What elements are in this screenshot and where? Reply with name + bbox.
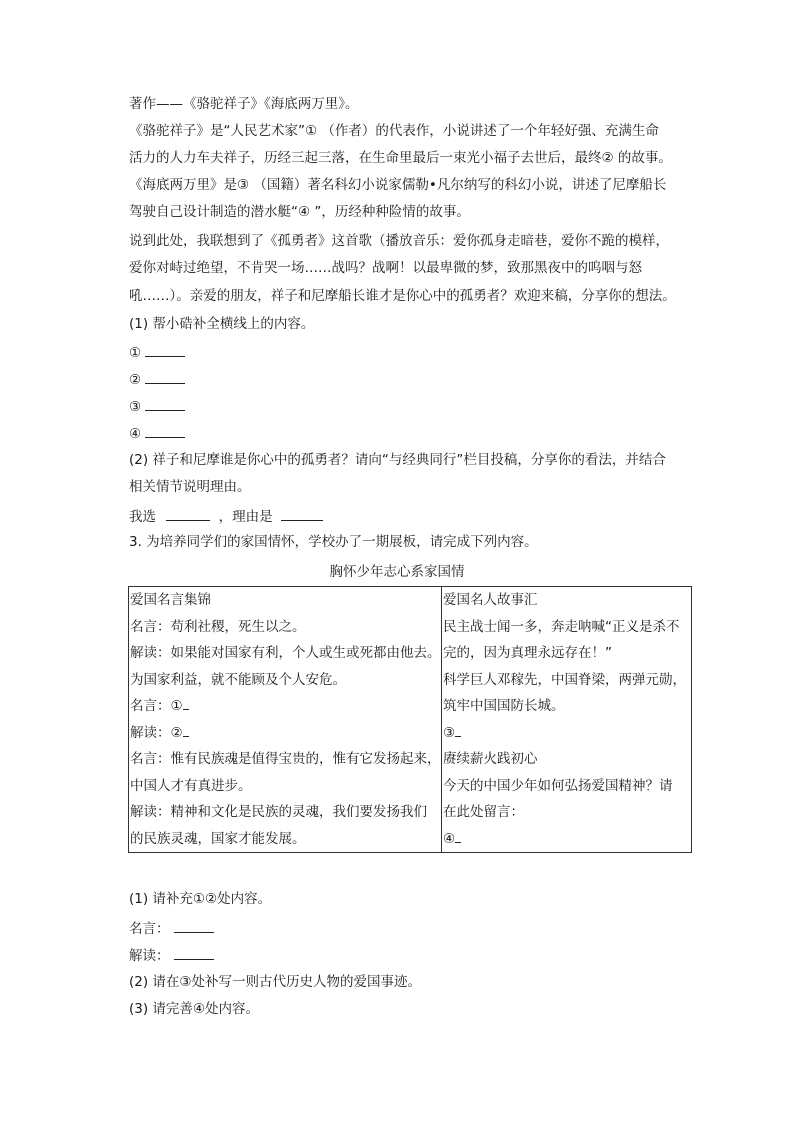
message-prompt-a: 今天的中国少年如何弘扬爱国精神？请: [443, 777, 673, 794]
reason-blank[interactable]: [281, 506, 323, 521]
quote-blank-row: 名言：①: [129, 693, 441, 720]
intro-line-4: 《海底两万里》是③ （国籍）著名科幻小说家儒勒•凡尔纳写的科幻小说，讲述了尼摩船长: [129, 177, 667, 193]
intro-line-3: 活力的人力车夫祥子，历经三起三落，在生命里最后一束光小福子去世后，最终② 的故事。: [129, 150, 672, 166]
q1-answer-4: [129, 423, 185, 443]
intro-line-8: 吼……）。亲爱的朋友，祥子和尼摩船长谁才是你心中的孤勇者？欢迎来稿，分享你的想法。: [129, 288, 676, 304]
q2-prompt-b: 相关情节说明理由。: [129, 479, 251, 495]
choice-blank[interactable]: [166, 506, 210, 521]
interpretation-2-a: 解读：精神和文化是民族的灵魂，我们要发扬我们: [130, 804, 427, 820]
story-2-a: 科学巨人邓稼先，中国脊梁，两弹元勋，: [443, 671, 686, 688]
sub-question-1: (1) 请补充①②处内容。: [129, 891, 272, 907]
motto-label: 名言：: [129, 921, 170, 937]
q1-marker-3: ③: [129, 399, 142, 415]
q1-answer-3: [129, 396, 185, 416]
motto-blank[interactable]: [174, 918, 214, 933]
intro-line-5: 驾驶自己设计制造的潜水艇“④ ”，历经种种险情的故事。: [129, 204, 470, 220]
interpretation-blank-row: 解读：②: [129, 720, 441, 747]
interpretation-label: 解读：: [129, 948, 170, 964]
message-prompt-b: 在此处留言：: [443, 804, 524, 820]
stories-heading: 爱国名人故事汇: [443, 592, 538, 608]
story-1-b: 完的，因为真理永远存在！”: [443, 645, 612, 661]
exhibition-board-table: [128, 586, 692, 853]
q1-prompt: (1) 帮小硞补全横线上的内容。: [129, 316, 315, 332]
sub-question-2: (2) 请在③处补写一则古代历史人物的爱国事迹。: [129, 974, 422, 990]
patriotic-stories-column: [442, 587, 692, 853]
question-3-intro: 3. 为培养同学们的家国情怀，学校办了一期展板，请完成下列内容。: [129, 534, 538, 550]
interpretation-blank[interactable]: [174, 945, 214, 960]
intro-line-2: 《骆驼祥子》是“人民艺术家”① （作者）的代表作，小说讲述了一个年轻好强、充满生命: [129, 123, 659, 139]
interpretation-2-b: 的民族灵魂，国家才能发展。: [130, 830, 306, 847]
story-2-b: 筑牢中国国防长城。: [443, 698, 565, 714]
answer-blank[interactable]: [145, 423, 185, 438]
intro-line-6: 说到此处，我联想到了《孤勇者》这首歌（播放音乐：爱你孤身走暗巷，爱你不跪的模样，: [129, 233, 669, 249]
q1-answer-2: [129, 369, 185, 389]
sub-question-3: (3) 请完善④处内容。: [129, 1001, 260, 1017]
interpretation-1-b: 为国家利益，就不能顾及个人安危。: [130, 671, 346, 688]
q2-answer-line: [129, 506, 323, 526]
answer-blank[interactable]: [455, 830, 461, 843]
message-blank-row: ④: [442, 826, 691, 853]
q1-answer-1: [129, 342, 185, 362]
q1-marker-4: ④: [129, 426, 142, 442]
choose-label: 我选: [129, 509, 156, 525]
motto-answer-line: [129, 918, 214, 938]
intro-line-1: 著作——《骆驼祥子》《海底两万里》。: [129, 96, 359, 112]
quote-1: 名言：苟利社稷，死生以之。: [130, 618, 306, 635]
answer-blank[interactable]: [183, 697, 189, 710]
q1-marker-2: ②: [129, 372, 142, 388]
answer-blank[interactable]: [145, 342, 185, 357]
table-title: 胸怀少年志心系家国情: [329, 564, 465, 580]
q1-marker-1: ①: [129, 345, 142, 361]
interpretation-1-a: 解读：如果能对国家有利，个人或生或死都由他去。: [130, 645, 441, 661]
answer-blank[interactable]: [183, 724, 189, 737]
quote-2-a: 名言：惟有民族魂是值得宝贵的，惟有它发扬起来，: [130, 751, 441, 767]
inherit-heading: 赓续薪火践初心: [443, 751, 538, 767]
quotes-heading: 爱国名言集锦: [130, 592, 211, 608]
answer-blank[interactable]: [455, 724, 461, 737]
story-1-a: 民主战士闻一多，奔走呐喊“正义是杀不: [443, 618, 680, 635]
story-blank-row: ③: [442, 720, 691, 747]
patriotic-quotes-column: [129, 587, 442, 853]
q2-prompt-a: (2) 祥子和尼摩谁是你心中的孤勇者？请向“与经典同行”栏目投稿，分享你的看法，并结合: [129, 452, 666, 468]
answer-blank[interactable]: [145, 369, 185, 384]
answer-blank[interactable]: [145, 396, 185, 411]
interpretation-answer-line: [129, 945, 214, 965]
quote-2-b: 中国人才有真进步。: [130, 777, 252, 794]
reason-label: ，理由是: [218, 509, 273, 525]
intro-line-7: 爱你对峙过绝望，不肯哭一场……战吗？战啊！以最卑微的梦，致那黑夜中的呜咽与怒: [129, 260, 642, 276]
